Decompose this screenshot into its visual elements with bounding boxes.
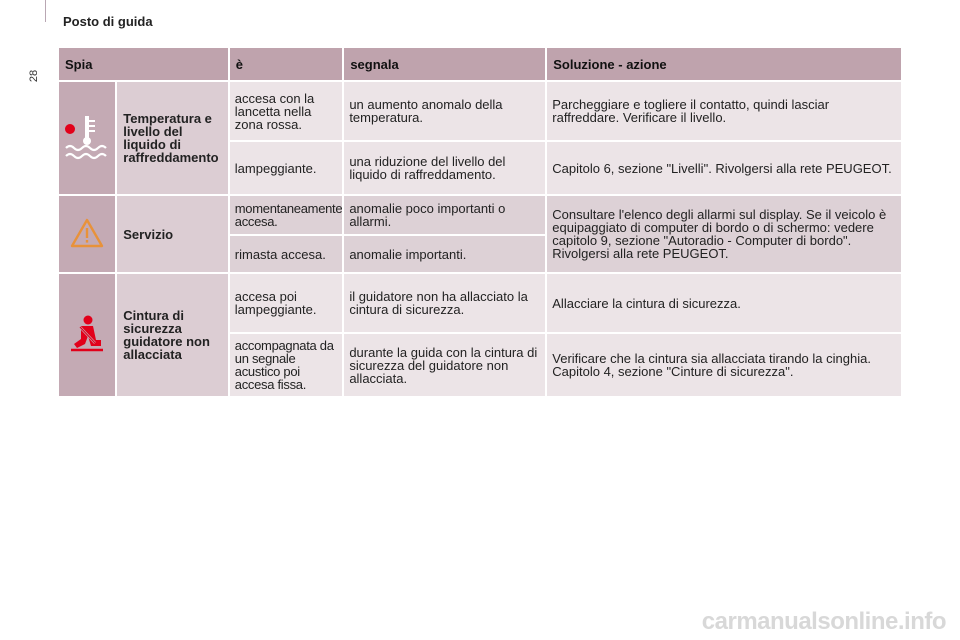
table-row: [59, 196, 901, 234]
seatbelt-signal-2: durante la guida con la cintura di sicurezza del guidatore non allacciata.: [344, 334, 545, 396]
seatbelt-action-2: Verificare che la cintura sia allacciata tirando la cinghia. Capitolo 4, sezione "Cinture di sicurezza".: [547, 334, 901, 396]
seatbelt-icon: [67, 314, 107, 354]
service-action: Consultare l'elenco degli allarmi sul display. Se il veicolo è equipaggiato di computer di bordo o di schermo: vedere capitolo 9, sezione "Autoradio - Computer di bordo". Rivolgersi alla rete PEUGEOT.: [547, 196, 901, 272]
service-state-1: momentaneamente accesa.: [230, 196, 343, 234]
coolant-signal-2: una riduzione del livello del liquido di raffreddamento.: [344, 142, 545, 194]
coolant-signal-1: un aumento anomalo della temperatura.: [344, 82, 545, 140]
column-header-e: è: [230, 48, 343, 80]
coolant-label: Temperatura e livello del liquido di raffreddamento: [117, 82, 228, 194]
column-header-soluzione: Soluzione - azione: [547, 48, 901, 80]
coolant-state-1: accesa con la lancetta nella zona rossa.: [230, 82, 343, 140]
service-state-2: rimasta accesa.: [230, 236, 343, 272]
section-title: Posto di guida: [63, 14, 153, 29]
service-icon-cell: [59, 196, 115, 272]
seatbelt-icon-cell: [59, 274, 115, 396]
seatbelt-label: Cintura di sicurezza guidatore non allacciata: [117, 274, 228, 396]
seatbelt-state-1: accesa poi lampeggiante.: [230, 274, 343, 332]
page-number: 28: [28, 69, 41, 83]
table-row: [59, 274, 901, 332]
coolant-temperature-icon: [64, 112, 110, 162]
coolant-state-2: lampeggiante.: [230, 142, 343, 194]
coolant-action-1: Parcheggiare e togliere il contatto, quindi lasciar raffreddare. Verificare il livello.: [547, 82, 901, 140]
service-signal-1: anomalie poco importanti o allarmi.: [344, 196, 545, 234]
service-signal-2: anomalie importanti.: [344, 236, 545, 272]
table-header-row: [59, 48, 901, 80]
coolant-icon-cell: [59, 82, 115, 194]
seatbelt-action-1: Allacciare la cintura di sicurezza.: [547, 274, 901, 332]
seatbelt-signal-1: il guidatore non ha allacciato la cintura di sicurezza.: [344, 274, 545, 332]
coolant-action-2: Capitolo 6, sezione "Livelli". Rivolgersi alla rete PEUGEOT.: [547, 142, 901, 194]
watermark: carmanualsonline.info: [701, 608, 946, 635]
table-row: [59, 82, 901, 140]
service-warning-icon: [70, 217, 104, 249]
column-header-spia: Spia: [59, 48, 228, 80]
seatbelt-state-2: accompagnata da un segnale acustico poi accesa fissa.: [230, 334, 343, 396]
column-header-segnala: segnala: [344, 48, 545, 80]
service-label: Servizio: [117, 196, 228, 272]
margin-line: [45, 0, 46, 22]
warning-lights-table: [57, 46, 903, 398]
